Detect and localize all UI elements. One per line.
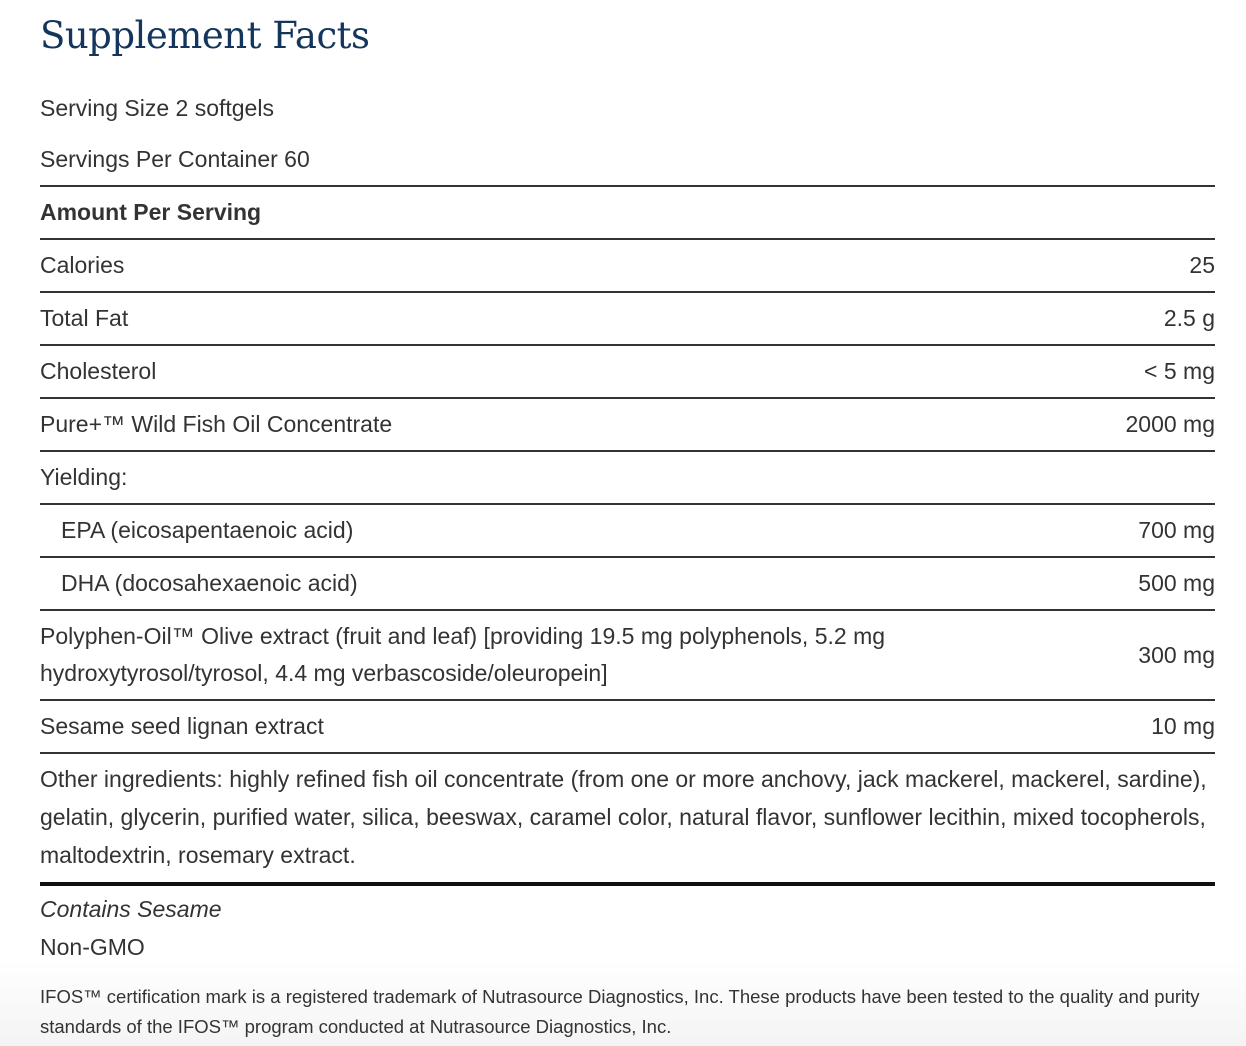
nutrient-name: Calories [40, 252, 125, 278]
table-row [40, 558, 1215, 611]
nutrient-amount: 2000 mg [1125, 411, 1215, 437]
page-title: Supplement Facts [40, 14, 370, 57]
table-row [40, 452, 1215, 505]
nutrient-name: Yielding: [40, 464, 128, 490]
amount-header-row [40, 187, 1215, 240]
nutrient-name: Pure+™ Wild Fish Oil Concentrate [40, 411, 393, 437]
amount-header: Amount Per Serving [40, 199, 262, 225]
table-row [40, 701, 1215, 754]
nutrient-name: Polyphen-Oil™ Olive extract (fruit and leaf) [providing 19.5 mg polyphenols, 5.2 mg hydroxytyrosol/tyrosol, 4.4 mg verbascoside/oleuropein] [40, 623, 886, 686]
non-gmo-statement: Non-GMO [40, 934, 145, 960]
nutrient-amount: 700 mg [1138, 517, 1215, 543]
nutrient-name: Sesame seed lignan extract [40, 713, 324, 739]
nutrient-name: Total Fat [40, 305, 129, 331]
table-row [40, 611, 1215, 701]
allergen-statement: Contains Sesame [40, 896, 222, 922]
nutrient-amount: < 5 mg [1144, 358, 1215, 384]
table-row [40, 293, 1215, 346]
table-row [40, 399, 1215, 452]
nutrient-amount: 2.5 g [1163, 305, 1215, 331]
nutrient-amount: 300 mg [1138, 641, 1215, 668]
nutrient-amount: 25 [1189, 252, 1215, 278]
facts-table [40, 185, 1215, 1042]
nutrient-name: EPA (eicosapentaenoic acid) [61, 517, 354, 543]
servings-per-container: Servings Per Container 60 [40, 146, 310, 172]
ifos-disclaimer: IFOS™ certification mark is a registered trademark of Nutrasource Diagnostics, Inc. These products have been tested to the quality and purity standards of the IFOS™ program conducted at Nutrasource Diagnostics, Inc. [40, 986, 1200, 1037]
other-ingredients: Other ingredients: highly refined fish oil concentrate (from one or more anchovy, jack mackerel, mackerel, sardine), gelatin, glycerin, purified water, silica, beeswax, caramel color, natural flavor, sunflower lecithin, mixed tocopherols, maltodextrin, rosemary extract. [40, 754, 1215, 886]
serving-size: Serving Size 2 softgels [40, 95, 274, 121]
table-row [40, 240, 1215, 293]
table-row [40, 346, 1215, 399]
nutrient-amount: 500 mg [1138, 570, 1215, 596]
table-row [40, 505, 1215, 558]
nutrient-name: DHA (docosahexaenoic acid) [61, 570, 358, 596]
nutrient-name: Cholesterol [40, 358, 157, 384]
nutrient-amount: 10 mg [1151, 713, 1215, 739]
